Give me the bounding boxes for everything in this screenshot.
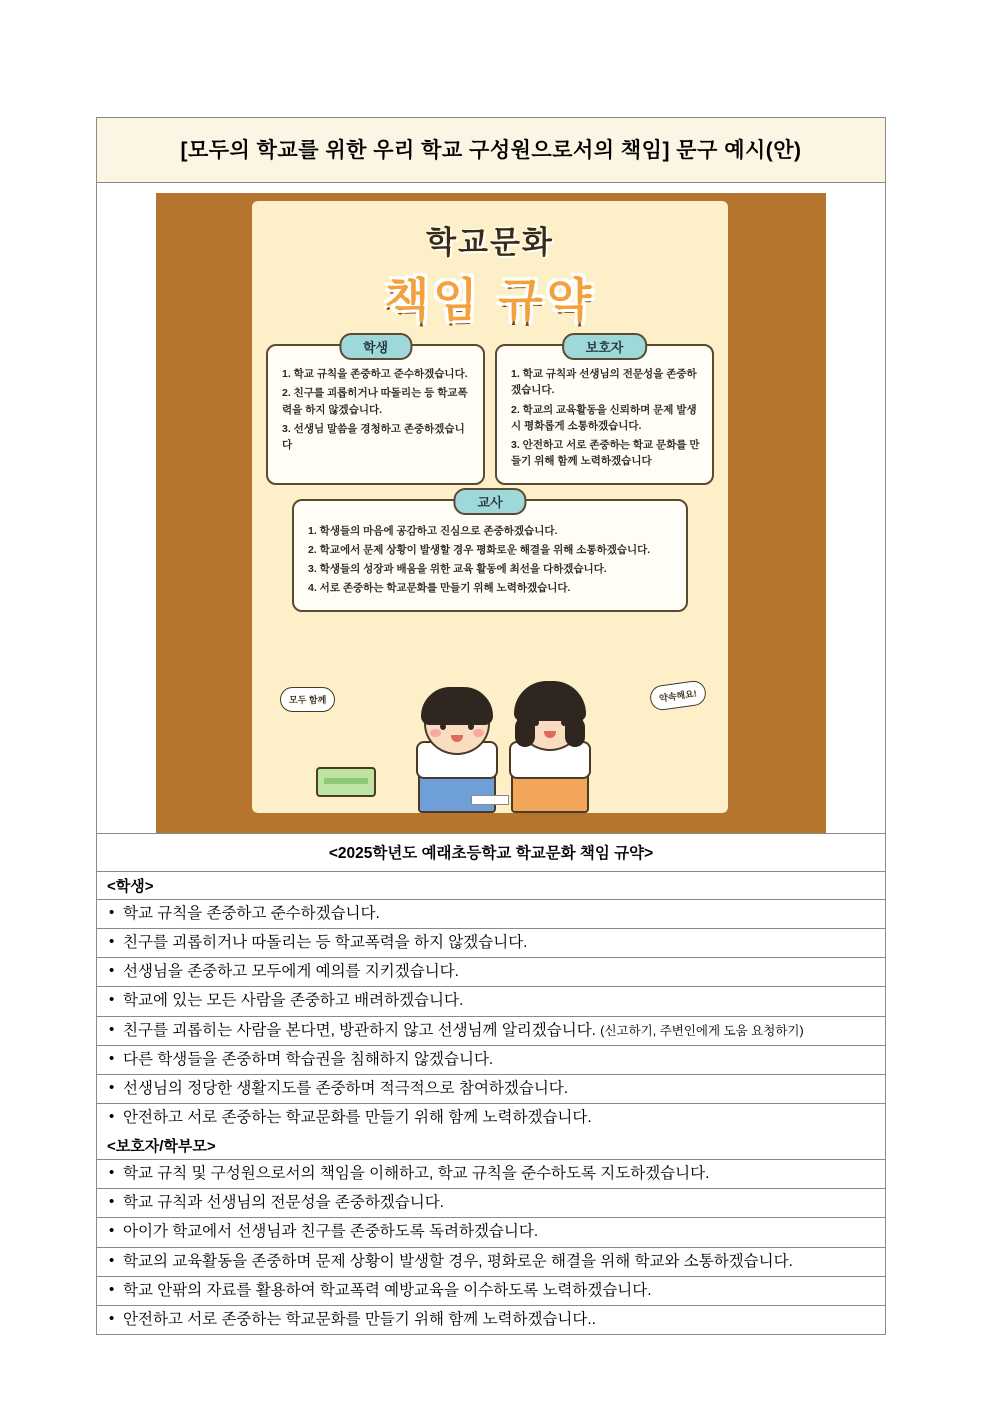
poster-image	[156, 193, 826, 833]
poster-heading-line2: 책임 규약	[384, 274, 596, 326]
list-item-text: 학교 규칙 및 구성원으로서의 책임을 이해하고, 학교 규칙을 준수하도록 지도하겠습니다.	[123, 1165, 710, 1183]
girl-character-icon	[492, 681, 607, 813]
list-item: 3. 선생님 말씀을 경청하고 존중하겠습니다	[282, 422, 465, 452]
list-item-text: 친구를 괴롭히거나 따돌리는 등 학교폭력을 하지 않겠습니다.	[123, 934, 528, 952]
poster-card-teacher-list	[302, 523, 678, 597]
poster-card-teacher-tab: 교사	[453, 488, 526, 515]
list-item-text: 학교에 있는 모든 사람을 존중하고 배려하겠습니다.	[123, 992, 464, 1010]
list-item-text: 학교 규칙과 선생님의 전문성을 존중하겠습니다.	[123, 1194, 444, 1212]
list-item: 2. 학교에서 문제 상황이 발생할 경우 평화로운 해결을 위해 소통하겠습니다.	[308, 543, 651, 556]
poster-card-student	[266, 340, 485, 485]
section-guardian-heading: <보호자/학부모>	[97, 1132, 885, 1160]
list-item: 1. 학교 규칙을 존중하고 준수하겠습니다.	[282, 368, 468, 380]
girl-pigtail-left	[515, 717, 535, 747]
poster-card-student-list	[276, 366, 475, 453]
section-student	[97, 872, 885, 1132]
poster-card-guardian-tab: 보호자	[562, 333, 648, 360]
boy-cheek-left	[430, 729, 441, 737]
list-item: 1. 학교 규칙과 선생님의 전문성을 존중하겠습니다.	[511, 368, 697, 397]
list-item: 4. 서로 존중하는 학교문화를 만들기 위해 노력하겠습니다.	[308, 582, 571, 595]
list-item	[97, 1075, 885, 1104]
list-item	[97, 958, 885, 987]
section-guardian	[97, 1132, 885, 1334]
section-student-list	[97, 900, 885, 1132]
poster-figure	[97, 183, 885, 834]
list-item: 2. 친구를 괴롭히거나 따돌리는 등 학교폭력을 하지 않겠습니다.	[282, 387, 468, 416]
list-item-text: 안전하고 서로 존중하는 학교문화를 만들기 위해 함께 노력하겠습니다.	[123, 1108, 592, 1126]
list-item: 3. 학생들의 성장과 배움을 위한 교육 활동에 최선을 다하겠습니다.	[308, 563, 607, 576]
list-item: 1. 학생들의 마음에 공감하고 진심으로 존중하겠습니다.	[308, 524, 558, 537]
girl-mouth	[544, 731, 556, 738]
poster-card-student-tab: 학생	[339, 333, 412, 360]
poster-caption: <2025학년도 예래초등학교 학교문화 책임 규약>	[97, 834, 885, 872]
list-item	[97, 1218, 885, 1247]
poster-card-guardian	[495, 340, 714, 485]
speech-bubble-right: 약속해요!	[649, 679, 708, 712]
list-item	[97, 1017, 885, 1046]
podium-shape	[471, 795, 509, 805]
list-item	[97, 1189, 885, 1218]
page-title: [모두의 학교를 위한 우리 학교 구성원으로서의 책임] 문구 예시(안)	[180, 139, 802, 162]
list-item	[97, 1160, 885, 1189]
poster-inner-panel	[252, 201, 728, 813]
speech-bubble-left: 모두 함께	[280, 687, 335, 712]
list-item	[97, 1306, 885, 1334]
poster-heading-line1: 학교문화	[426, 225, 554, 260]
boy-cheek-right	[473, 729, 484, 737]
list-item-text: 친구를 괴롭히는 사람을 본다면, 방관하지 않고 선생님께 알리겠습니다.	[123, 1021, 596, 1039]
poster-illustration	[252, 673, 728, 813]
list-item-note: (신고하기, 주변인에게 도움 요청하기)	[600, 1023, 804, 1038]
list-item-text: 학교의 교육활동을 존중하며 문제 상황이 발생할 경우, 평화로운 해결을 위해 학교와 소통하겠습니다.	[123, 1252, 793, 1270]
list-item	[97, 1046, 885, 1075]
section-student-heading: <학생>	[97, 872, 885, 900]
list-item-text: 선생님의 정당한 생활지도를 존중하며 적극적으로 참여하겠습니다.	[123, 1079, 569, 1097]
poster-cards-row	[252, 330, 728, 485]
girl-hair	[514, 681, 586, 721]
list-item	[97, 1104, 885, 1132]
list-item-text: 아이가 학교에서 선생님과 친구를 존중하도록 독려하겠습니다.	[123, 1223, 539, 1241]
list-item	[97, 1277, 885, 1306]
list-item	[97, 1248, 885, 1277]
poster-card-guardian-list	[505, 366, 704, 470]
girl-pigtail-right	[565, 717, 585, 747]
document-page	[96, 117, 886, 1335]
list-item-text: 다른 학생들을 존중하며 학습권을 침해하지 않겠습니다.	[123, 1050, 494, 1068]
list-item-text: 선생님을 존중하고 모두에게 예의를 지키겠습니다.	[123, 963, 459, 981]
poster-heading	[252, 201, 728, 330]
list-item: 3. 안전하고 서로 존중하는 학교 문화를 만들기 위해 함께 노력하겠습니다	[511, 439, 700, 468]
section-guardian-list	[97, 1160, 885, 1334]
list-item	[97, 929, 885, 958]
list-item-text: 학교 안팎의 자료를 활용하여 학교폭력 예방교육을 이수하도록 노력하겠습니다.	[123, 1281, 652, 1299]
list-item-text: 안전하고 서로 존중하는 학교문화를 만들기 위해 함께 노력하겠습니다..	[123, 1310, 596, 1328]
money-icon	[316, 767, 376, 797]
list-item-text: 학교 규칙을 존중하고 준수하겠습니다.	[123, 905, 380, 922]
document-title-bar	[97, 118, 885, 183]
poster-card-teacher	[292, 494, 688, 612]
list-item: 2. 학교의 교육활동을 신뢰하며 문제 발생 시 평화롭게 소통하겠습니다.	[511, 403, 697, 432]
boy-hair	[421, 687, 493, 725]
list-item	[97, 900, 885, 929]
list-item	[97, 987, 885, 1016]
boy-mouth	[451, 735, 463, 742]
